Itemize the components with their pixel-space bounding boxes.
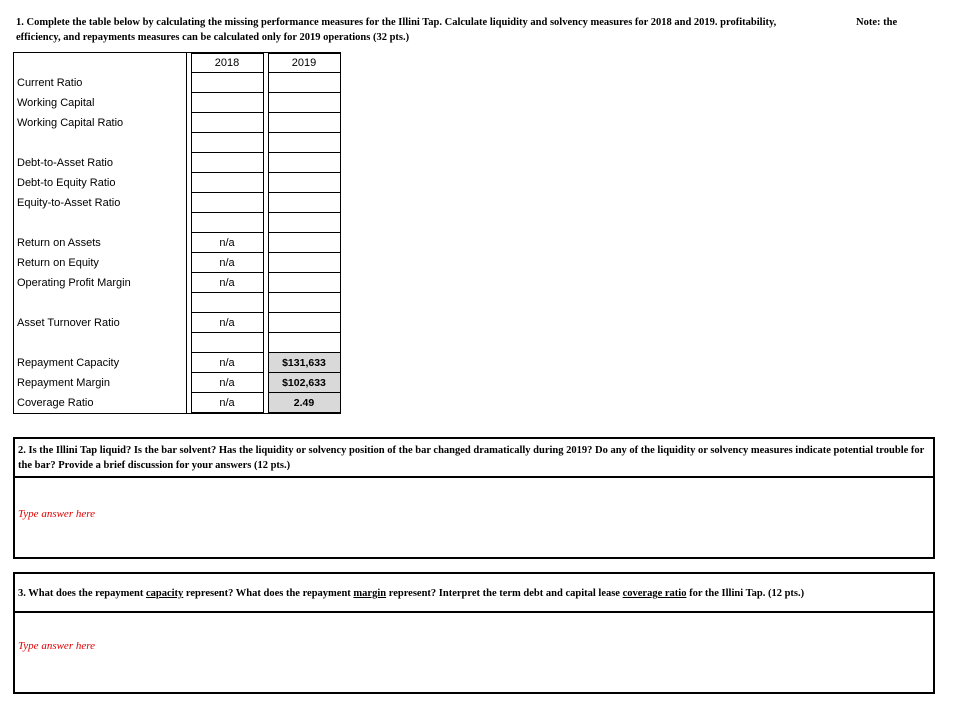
cell-2019[interactable] [268,113,341,133]
cell-2018: n/a [191,373,264,393]
row-label: Return on Equity [14,253,187,273]
question-2-box [13,437,935,559]
table-row [14,313,341,333]
row-label: Asset Turnover Ratio [14,313,187,333]
row-label: Working Capital [14,93,187,113]
cell-2018[interactable] [191,213,264,233]
row-label [14,213,187,233]
row-label: Operating Profit Margin [14,273,187,293]
cell-2019[interactable] [268,133,341,153]
question-2-answer-field[interactable]: Type answer here [18,508,95,520]
cell-2019[interactable] [268,233,341,253]
cell-2018: n/a [191,353,264,373]
question-3-answer-field[interactable]: Type answer here [18,640,95,652]
table-row [14,113,341,133]
cell-2019[interactable] [268,213,341,233]
cell-2019[interactable] [268,253,341,273]
cell-2018[interactable] [191,173,264,193]
cell-2018: n/a [191,273,264,293]
row-label [14,133,187,153]
cell-2019[interactable] [268,73,341,93]
cell-2018: n/a [191,393,264,413]
header-2018: 2018 [191,53,264,73]
cell-2019[interactable] [268,173,341,193]
row-label: Repayment Capacity [14,353,187,373]
cell-2018[interactable] [191,333,264,353]
cell-2018[interactable] [191,73,264,93]
row-label: Return on Assets [14,233,187,253]
cell-2019[interactable] [268,293,341,313]
table-row [14,373,341,393]
question-2-text: 2. Is the Illini Tap liquid? Is the bar solvent? Has the liquidity or solvency position of the bar changed dramatically during 2019? Do any of the liquidity or solvency measures indicate potential trouble for the bar? Provide a brief discussion for your answers (12 pts.) [15,439,933,478]
cell-2019[interactable] [268,153,341,173]
cell-2018: n/a [191,313,264,333]
question-1-text: 1. Complete the table below by calculating the missing performance measures for the Illini Tap. Calculate liquidity and solvency measures for 2018 and 2019. profitability, efficiency, and repayments measures can be calculated only for 2019 operations (32 pts.) [16,17,777,43]
row-label: Equity-to-Asset Ratio [14,193,187,213]
table-row [14,333,341,353]
cell-2019: 2.49 [268,393,341,413]
table-row [14,173,341,193]
row-label: Debt-to-Asset Ratio [14,153,187,173]
table-row [14,273,341,293]
cell-2019[interactable] [268,313,341,333]
cell-2018[interactable] [191,153,264,173]
row-label: Coverage Ratio [14,393,187,414]
cell-2019[interactable] [268,273,341,293]
cell-2018[interactable] [191,93,264,113]
header-2019: 2019 [268,53,341,73]
row-label: Working Capital Ratio [14,113,187,133]
table-row [14,93,341,113]
cell-2019[interactable] [268,193,341,213]
table-row [14,153,341,173]
row-label [14,333,187,353]
table-header-row [14,53,341,74]
cell-2018[interactable] [191,113,264,133]
cell-2019: $102,633 [268,373,341,393]
table-row [14,253,341,273]
cell-2018[interactable] [191,293,264,313]
note-text: Note: the [856,17,898,28]
cell-2019: $131,633 [268,353,341,373]
table-row [14,73,341,93]
row-label [14,293,187,313]
question-3-text: 3. What does the repayment capacity represent? What does the repayment margin represent? Interpret the term debt and capital lease coverage ratio for the Illini Tap. (12 pts.) [15,574,933,613]
table-row [14,133,341,153]
cell-2018[interactable] [191,193,264,213]
performance-measures-table [13,52,341,414]
table-row [14,353,341,373]
header-label-cell [14,53,187,74]
row-label: Repayment Margin [14,373,187,393]
row-label: Debt-to Equity Ratio [14,173,187,193]
cell-2019[interactable] [268,93,341,113]
question-3-box [13,572,935,694]
table-row [14,213,341,233]
table-row [14,233,341,253]
row-label: Current Ratio [14,73,187,93]
cell-2018[interactable] [191,133,264,153]
table-row [14,293,341,313]
table-row [14,393,341,414]
cell-2018: n/a [191,253,264,273]
table-row [14,193,341,213]
cell-2018: n/a [191,233,264,253]
cell-2019[interactable] [268,333,341,353]
